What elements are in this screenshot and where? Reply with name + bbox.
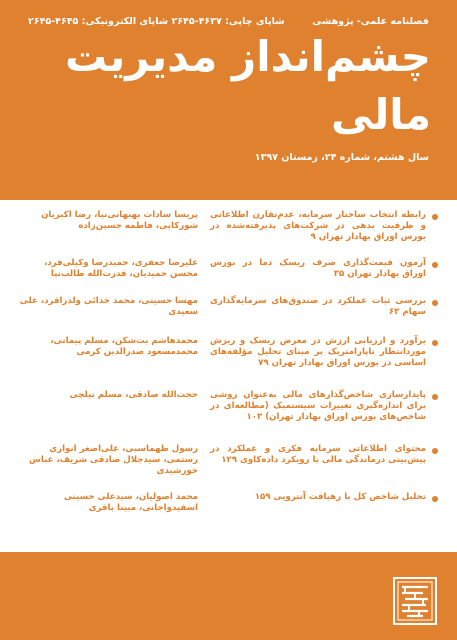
article-authors: حجت‌الله صادقی، مسلم نیلچی <box>69 390 198 400</box>
issn-line: شاپای چاپی: ۴۶۳۷-۲۶۴۵ شاپای الکترونیکی: ۴۶۴۵-۲۶۴۵ <box>28 16 285 27</box>
article-title: پایدارسازی شاخص‌گذارهای مالی به‌عنوان روشی برای اندازه‌گیری تغییرات سیستمیک (مطالعه‌ای در شاخص‌های بورس اوراق بهادار تهران) ۱۰۳ <box>210 390 426 422</box>
bullet-icon <box>432 340 438 346</box>
bullet-icon <box>432 262 438 268</box>
article-authors: علیرضا جعفری، حمیدرضا وکیلی‌فرد، محسن حمیدیان، قدرت‌الله طالب‌نیا <box>43 258 198 279</box>
toc-entry <box>14 210 442 250</box>
article-title: برآورد و ارزیابی ارزش در معرض ریسک و ریزش موردانتظار ناپارامتریک بر مبنای تحلیل مؤلفه‌های اساسی در بورس اوراق بهادار تهران ۷۹ <box>210 336 426 368</box>
toc-entry <box>14 492 442 532</box>
journal-title-line2: مالی <box>330 90 431 139</box>
journal-type: فصلنامه علمی- پژوهشی <box>312 16 429 27</box>
university-logo-icon <box>393 577 437 625</box>
article-title: رابطه انتخاب ساختار سرمایه، عدم‌تقارن اطلاعاتی و ظرفیت بدهی در شرکت‌های پذیرفته‌شده در بورس اوراق بهادار تهران ۹ <box>210 210 426 242</box>
article-authors: رسول طهماسبی، علی‌اصغر انواری رستمی، سیدجلال صادقی شریف، عباس خورشیدی <box>29 444 198 476</box>
journal-title-line1: چشم‌انداز مدیریت <box>65 32 431 81</box>
article-title: بررسی ثبات عملکرد در صندوق‌های سرمایه‌گذاری سهام ۶۳ <box>210 296 426 317</box>
bullet-icon <box>432 448 438 454</box>
bullet-icon <box>432 394 438 400</box>
toc-entry <box>14 336 442 376</box>
article-title: آزمون قیمت‌گذاری صرف ریسک دما در بورس اوراق بهادار تهران ۳۵ <box>210 258 426 279</box>
toc-entry <box>14 296 442 336</box>
article-title: محتوای اطلاعاتی سرمایه فکری و عملکرد در پیش‌بینی درماندگی مالی با رویکرد داده‌کاوی ۱۲۹ <box>210 444 426 465</box>
cover-header <box>0 0 457 200</box>
issue-line: سال هشتم، شماره ۲۴، زمستان ۱۳۹۷ <box>254 152 429 163</box>
bullet-icon <box>432 300 438 306</box>
article-authors: محمدهاشم بت‌شکن، مسلم پیمانی، محمدمسعود صدرالدین کرمی <box>50 336 198 357</box>
article-authors: مهسا حسینی، محمد خدائی ولدزاقرد، علی سعیدی <box>19 296 198 317</box>
article-authors: پریسا سادات بهبهانی‌نیا، رضا اکبریان شورکایی، فاطمه حسین‌زاده <box>41 210 198 231</box>
toc-entry <box>14 258 442 298</box>
bullet-icon <box>432 496 438 502</box>
toc-entry <box>14 444 442 484</box>
toc-entry <box>14 390 442 430</box>
article-title: تحلیل شاخص کل با رهیافت آنتروپی ۱۵۹ <box>254 492 426 502</box>
bullet-icon <box>432 214 438 220</box>
article-authors: محمد اصولیان، سیدعلی حسینی اسفیدواجانی، مبینا باقری <box>63 492 198 513</box>
